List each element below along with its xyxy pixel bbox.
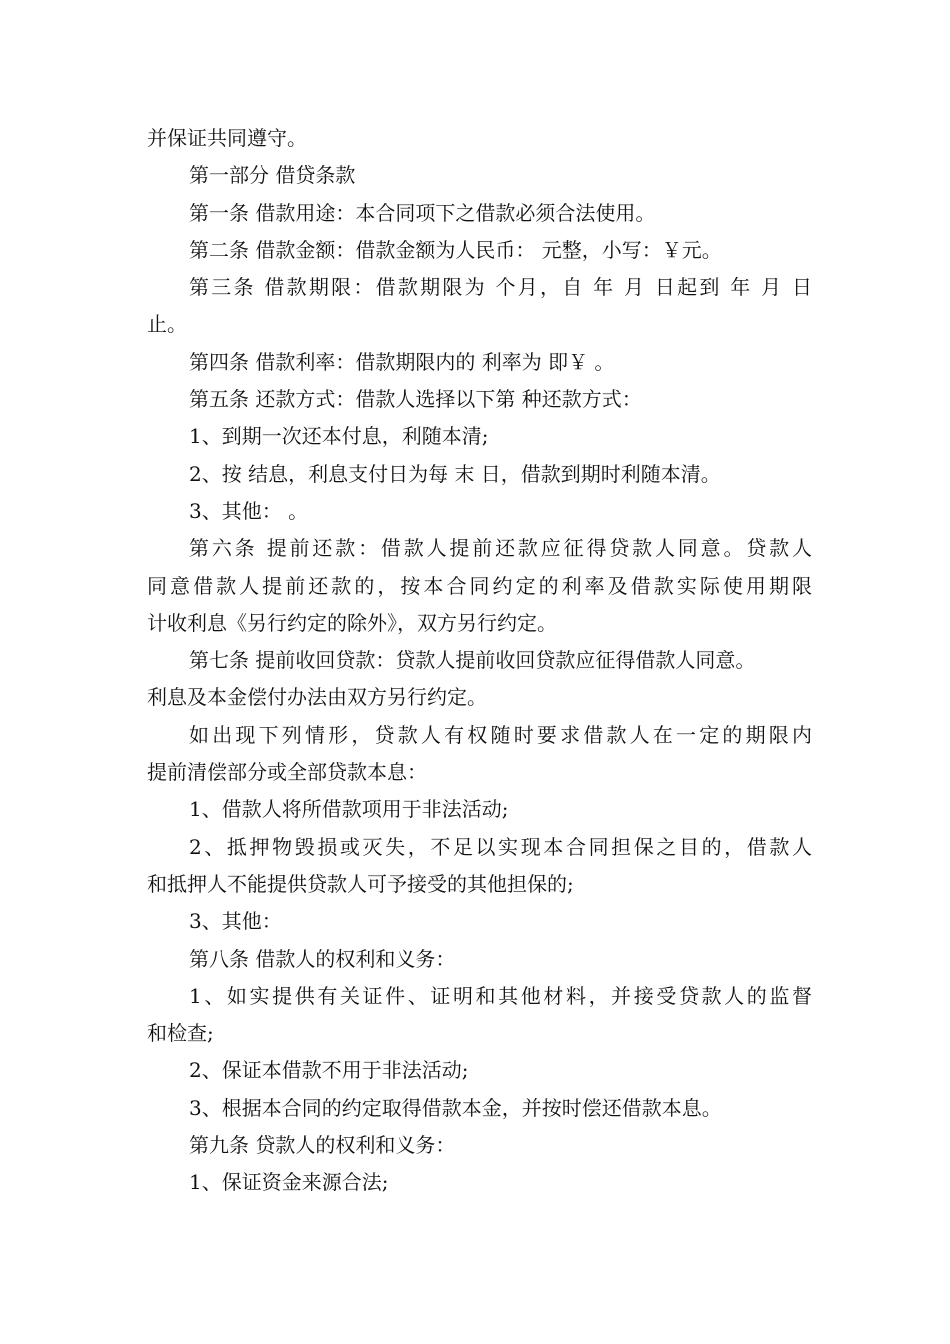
list-item: 1、借款人将所借款项用于非法活动;	[189, 797, 509, 822]
article-9-lender-duties: 第九条 贷款人的权利和义务：	[189, 1133, 456, 1158]
article-6-prepayment: 第六条 提前还款：借款人提前还款应征得贷款人同意。贷款人	[189, 536, 812, 561]
article-8-borrower-duties: 第八条 借款人的权利和义务：	[189, 946, 456, 971]
article-2-amount: 第二条 借款金额：借款金额为人民币： 元整，小写：￥元。	[189, 237, 722, 262]
section-heading: 第一部分 借贷条款	[189, 163, 356, 188]
article-5-repayment: 第五条 还款方式：借款人选择以下第 种还款方式：	[189, 387, 642, 412]
list-item: 3、根据本合同的约定取得借款本金，并按时偿还借款本息。	[189, 1095, 722, 1120]
list-item: 2、抵押物毁损或灭失，不足以实现本合同担保之目的，借款人	[189, 834, 812, 859]
paragraph-line: 并保证共同遵守。	[147, 126, 307, 150]
paragraph-line: 提前清偿部分或全部贷款本息：	[147, 760, 427, 785]
paragraph-line: 止。	[147, 312, 187, 337]
list-item: 3、其他：	[189, 909, 282, 934]
list-item: 1、如实提供有关证件、证明和其他材料，并接受贷款人的监督	[189, 983, 812, 1008]
document-body	[147, 120, 812, 1202]
paragraph-line: 和检查;	[147, 1021, 214, 1046]
list-item: 1、保证资金来源合法;	[189, 1170, 389, 1195]
list-item: 3、其他： 。	[189, 498, 309, 523]
article-1-purpose: 第一条 借款用途：本合同项下之借款必须合法使用。	[189, 200, 656, 225]
paragraph-line: 如出现下列情形，贷款人有权随时要求借款人在一定的期限内	[189, 722, 812, 747]
paragraph-line: 和抵押人不能提供贷款人可予接受的其他担保的;	[147, 871, 574, 896]
list-item: 2、保证本借款不用于非法活动;	[189, 1058, 469, 1083]
article-4-interest: 第四条 借款利率：借款期限内的 利率为 即￥ 。	[189, 349, 615, 374]
paragraph-line: 利息及本金偿付办法由双方另行约定。	[147, 685, 487, 710]
article-7-recall: 第七条 提前收回贷款：贷款人提前收回贷款应征得借款人同意。	[189, 648, 756, 673]
article-3-term: 第三条 借款期限：借款期限为 个月，自 年 月 日起到 年 月 日	[189, 275, 812, 300]
list-item: 1、到期一次还本付息，利随本清;	[189, 424, 489, 449]
paragraph-line: 计收利息《另行约定的除外》，双方另行约定。	[147, 610, 557, 635]
paragraph-line: 同意借款人提前还款的，按本合同约定的利率及借款实际使用期限	[147, 573, 812, 598]
list-item: 2、按 结息，利息支付日为每 末 日，借款到期时利随本清。	[189, 461, 721, 486]
